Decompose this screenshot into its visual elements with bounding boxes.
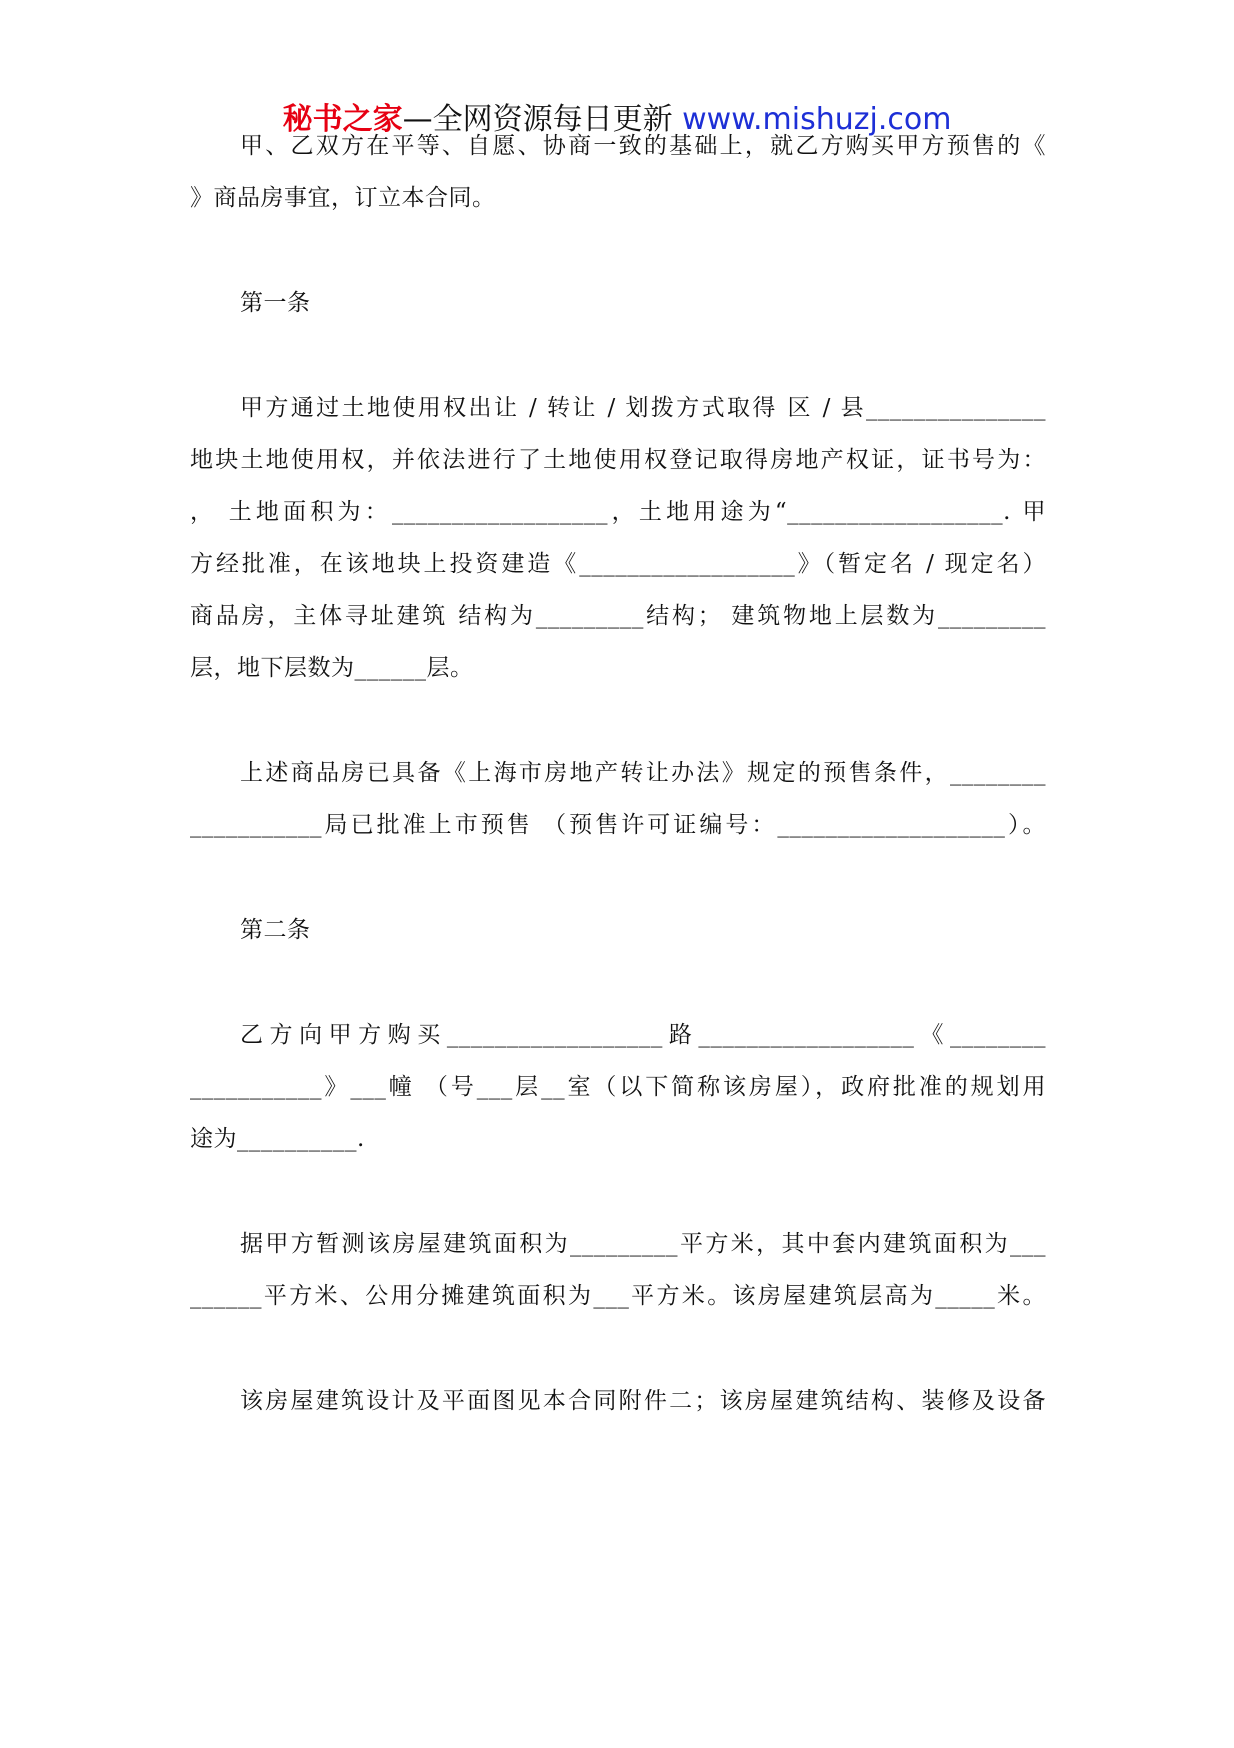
- paragraph-line: 甲方通过土地使用权出让 / 转让 / 划拨方式取得 区 / 县_______________: [240, 395, 1046, 421]
- paragraph-line: 据甲方暂测该房屋建筑面积为_________平方米，其中套内建筑面积为___: [240, 1231, 1046, 1257]
- paragraph-line: 途为__________.: [190, 1126, 365, 1152]
- brand-name: 秘书之家: [282, 102, 403, 137]
- paragraph-line: 甲、乙双方在平等、自愿、协商一致的基础上，就乙方购买甲方预售的《: [240, 133, 1046, 159]
- paragraph-line: 商品房，主体寻址建筑 结构为_________结构； 建筑物地上层数为_________: [190, 603, 1046, 629]
- article-heading: 第二条: [240, 917, 311, 943]
- paragraph-line: 方经批准，在该地块上投资建造《__________________》（暂定名 / 现定名）: [190, 551, 1046, 577]
- paragraph-line: ， 土地面积为：__________________，土地用途为“__________________. 甲: [190, 499, 1046, 525]
- paragraph-line: 》商品房事宜，订立本合同。: [190, 185, 496, 211]
- paragraph-line: 层，地下层数为______层。: [190, 655, 474, 681]
- paragraph-line: ______平方米、公用分摊建筑面积为___平方米。该房屋建筑层高为_____米。: [190, 1283, 1046, 1309]
- slogan: —全网资源每日更新: [402, 102, 673, 137]
- paragraph-line: 上述商品房已具备《上海市房地产转让办法》规定的预售条件，________: [240, 760, 1046, 786]
- paragraph-line: 地块土地使用权，并依法进行了土地使用权登记取得房地产权证，证书号为：: [190, 447, 1046, 473]
- site-url: www.mishuzj.com: [682, 102, 952, 137]
- article-heading: 第一条: [240, 290, 311, 316]
- paragraph-line: ___________局已批准上市预售 （预售许可证编号：___________________）。: [190, 812, 1046, 838]
- paragraph-line: 乙方向甲方购买__________________路__________________《________: [240, 1022, 1046, 1048]
- paragraph-line: ___________》___幢 （号___层__室（以下简称该房屋），政府批准的规划用: [190, 1074, 1046, 1100]
- paragraph-line: 该房屋建筑设计及平面图见本合同附件二；该房屋建筑结构、装修及设备: [240, 1388, 1046, 1414]
